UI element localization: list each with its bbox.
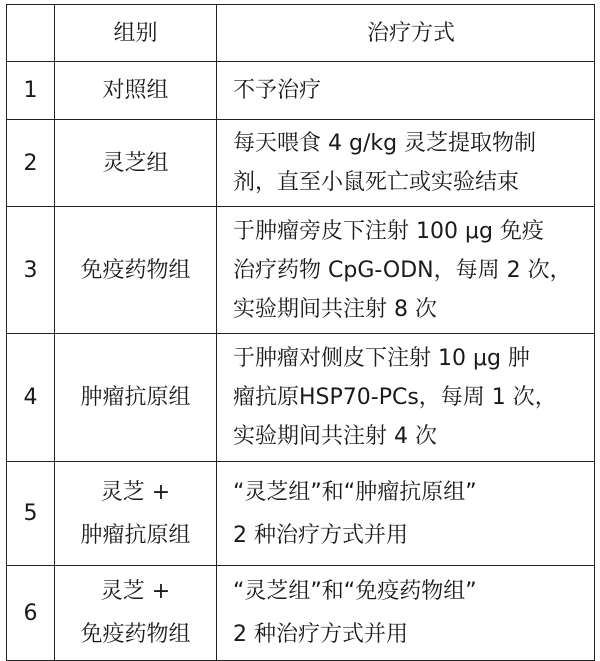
- group-cell: [55, 334, 217, 462]
- treatment-cell: [217, 462, 595, 566]
- header-cell-treatment: 治疗方式: [217, 5, 595, 62]
- table-header-row: [7, 5, 595, 62]
- row-number: 6: [7, 566, 55, 661]
- table-row: [7, 120, 595, 207]
- treatment-line: 于肿瘤旁皮下注射 100 μg 免疫: [233, 218, 544, 244]
- treatment-cell: [217, 334, 595, 462]
- row-number: 3: [7, 207, 55, 334]
- group-cell: [55, 120, 217, 207]
- treatment-line: 不予治疗: [233, 78, 322, 103]
- row-number: 5: [7, 462, 55, 566]
- treatment-table: [6, 4, 595, 661]
- treatment-line: 实验期间共注射 4 次: [233, 424, 437, 449]
- table-row: [7, 334, 595, 462]
- header-cell-index: [7, 5, 55, 62]
- treatment-line: 于肿瘤对侧皮下注射 10 μg 肿: [233, 346, 530, 371]
- header-cell-group: 组别: [55, 5, 217, 62]
- table-row: [7, 62, 595, 120]
- group-cell: [55, 207, 217, 334]
- treatment-line: “灵芝组”和“免疫药物组”: [233, 579, 477, 604]
- group-cell: [55, 62, 217, 120]
- table-row: [7, 566, 595, 661]
- group-line: 灵芝组: [102, 150, 169, 176]
- treatment-cell: [217, 566, 595, 661]
- group-line: 对照组: [102, 78, 169, 103]
- treatment-line: 治疗药物 CpG-ODN，每周 2 次，: [233, 257, 572, 283]
- group-line: 免疫药物组: [80, 622, 191, 647]
- group-cell: [55, 566, 217, 661]
- treatment-cell: [217, 62, 595, 120]
- row-number: 2: [7, 120, 55, 207]
- treatment-line: “灵芝组”和“肿瘤抗原组”: [233, 479, 477, 505]
- treatment-line: 每天喂食 4 g/kg 灵芝提取物制: [233, 131, 537, 156]
- table-row: [7, 207, 595, 334]
- treatment-line: 实验期间共注射 8 次: [233, 296, 437, 322]
- group-line: 免疫药物组: [80, 257, 191, 283]
- row-number: 1: [7, 62, 55, 120]
- treatment-line: 剂，直至小鼠死亡或实验结束: [233, 170, 520, 195]
- row-number: 4: [7, 334, 55, 462]
- group-line: 灵芝 +: [100, 479, 171, 505]
- treatment-line: 2 种治疗方式并用: [233, 522, 408, 548]
- treatment-line: 瘤抗原HSP70-PCs，每周 1 次，: [233, 385, 557, 410]
- group-line: 肿瘤抗原组: [80, 522, 191, 548]
- treatment-cell: [217, 120, 595, 207]
- group-line: 灵芝 +: [100, 579, 171, 604]
- treatment-cell: [217, 207, 595, 334]
- group-line: 肿瘤抗原组: [80, 385, 191, 410]
- treatment-line: 2 种治疗方式并用: [233, 622, 408, 647]
- table-row: [7, 462, 595, 566]
- group-cell: [55, 462, 217, 566]
